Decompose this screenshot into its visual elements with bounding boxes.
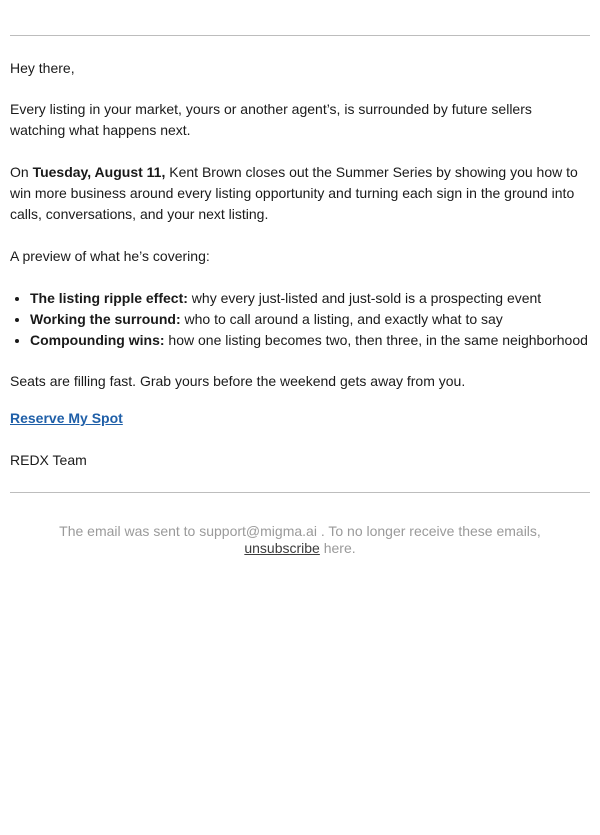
list-item [30,288,590,309]
footer-sent-suffix: . To no longer receive these emails, [316,523,541,539]
urgency-text: Seats are filling fast. Grab yours before the weekend gets away from you. [10,373,466,389]
footer [10,523,590,557]
footer-unsubscribe-suffix: here. [319,540,356,556]
footer-email-address: support@migma.ai [199,523,317,539]
email-body [0,35,600,557]
event-prefix: On [10,164,33,180]
event-paragraph [10,162,590,225]
list-item [30,330,590,351]
list-item-text: why every just-listed and just-sold is a prospecting event [187,290,542,306]
footer-sent-prefix: The email was sent to [59,523,200,539]
list-item-title: Working the surround: [30,311,181,327]
list-item-title: The listing ripple effect: [30,290,188,306]
intro-paragraph: Every listing in your market, yours or another agent’s, is surrounded by future sellers watching what happens next. [10,101,532,138]
preview-list [10,288,590,351]
preview-heading: A preview of what he’s covering: [10,248,210,264]
list-item-text: how one listing becomes two, then three, in the same neighborhood [164,332,588,348]
list-item [30,309,590,330]
list-item-text: who to call around a listing, and exactly what to say [180,311,503,327]
signature: REDX Team [10,452,87,468]
event-date: Tuesday, August 11, [32,164,166,180]
unsubscribe-link[interactable]: unsubscribe [244,540,320,556]
greeting: Hey there, [10,60,75,76]
event-body: Kent Brown closes out the Summer Series by showing you how to win more business around every listing opportunity and turning each sign in the ground into calls, conversations, and your next listing. [10,164,578,222]
cta-wrapper [10,408,590,429]
bottom-divider [10,492,590,493]
top-divider [10,35,590,36]
list-item-title: Compounding wins: [30,332,165,348]
reserve-spot-link[interactable]: Reserve My Spot [10,410,123,426]
